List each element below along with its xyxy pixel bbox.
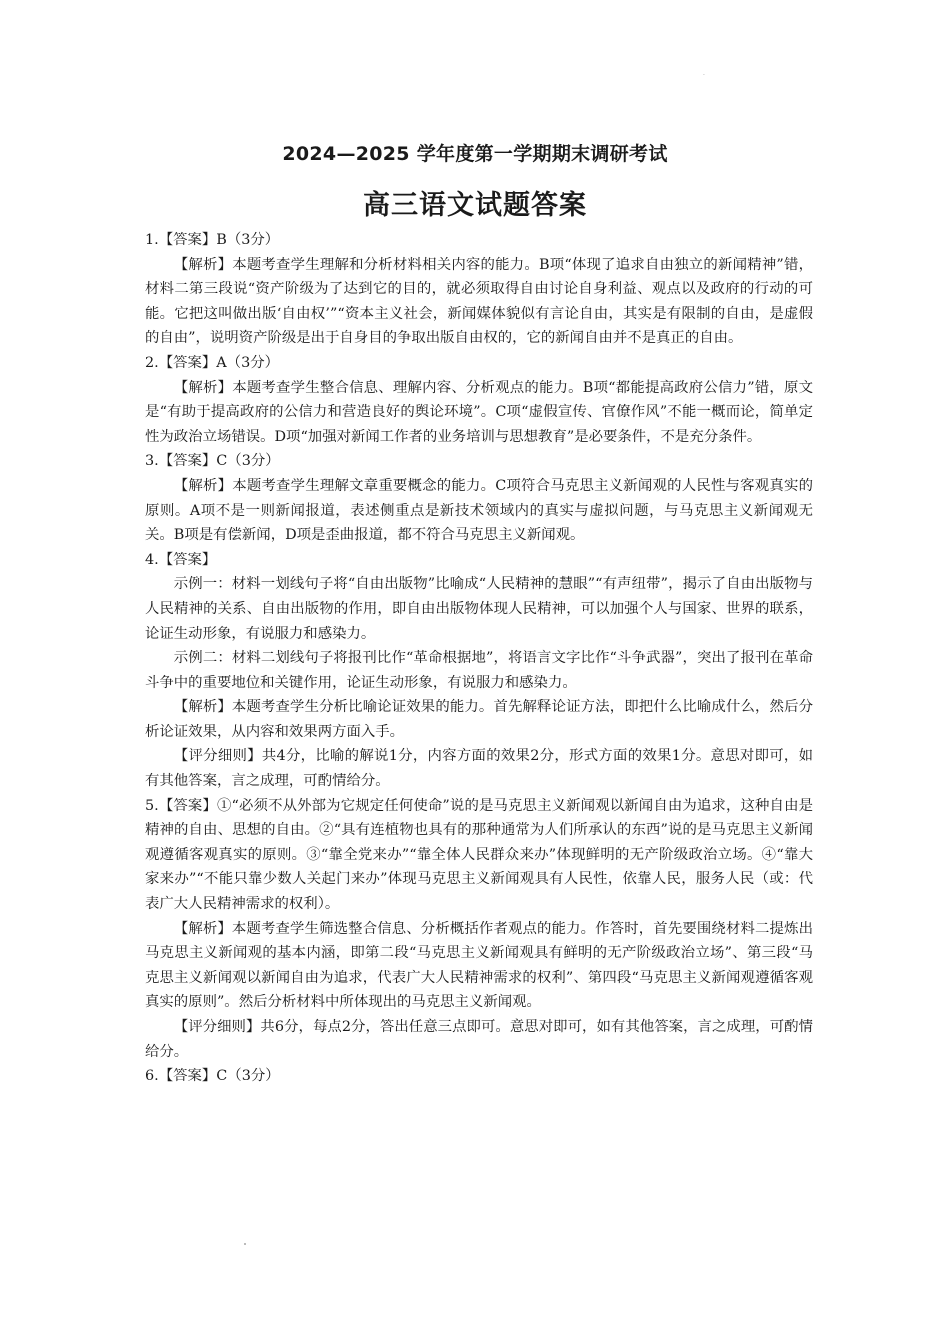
answer-heading-q6: 6.【答案】C（3分）: [145, 1068, 280, 1085]
scoring-rules-q5: 【评分细则】共6分，每点2分，答出任意三点即可。意思对即可，如有其他答案，言之成理，可酌情给分。: [145, 1019, 813, 1060]
answer-content: [145, 228, 813, 1089]
top-mark: ·: [703, 72, 705, 79]
explanation-q4: 【解析】本题考查学生分析比喻论证效果的能力。首先解释论证方法，即把什么比喻成什么，然后分析论证效果，从内容和效果两方面入手。: [145, 699, 813, 740]
exam-title: 2024—2025 学年度第一学期期末调研考试: [282, 143, 668, 165]
explanation-q2: 【解析】本题考查学生整合信息、理解内容、分析观点的能力。B项“都能提高政府公信力”错，原文是“有助于提高政府的公信力和营造良好的舆论环境”。C项“虚假宣传、官僚作风”不能一概而论，简单定性为政治立场错误。D项“加强对新闻工作者的业务培训与思想教育”是必要条件，不是充分条件。: [145, 379, 813, 445]
explanation-q5: 【解析】本题考查学生筛选整合信息、分析概括作者观点的能力。作答时，首先要围绕材料二提炼出马克思主义新闻观的基本内涵，即第二段“马克思主义新闻观具有鲜明的无产阶级政治立场”、第三段“马克思主义新闻观以新闻自由为追求，代表广大人民精神需求的权利”、第四段“马克思主义新闻观遵循客观真实的原则”。然后分析材料中所体现出的马克思主义新闻观。: [145, 920, 813, 1011]
document-title: 高三语文试题答案: [363, 190, 587, 221]
explanation-q1: 【解析】本题考查学生理解和分析材料相关内容的能力。B项“体现了追求自由独立的新闻精神”错，材料二第三段说“资产阶级为了达到它的目的，就必须取得自由讨论自身利益、观点以及政府的行动的可能。它把这叫做出版‘自由权’”“资本主义社会，新闻媒体貌似有言论自由，其实是有限制的自由，是虚假的自由”，说明资产阶级是出于自身目的争取出版自由权的，它的新闻自由并不是真正的自由。: [145, 256, 813, 347]
explanation-q3: 【解析】本题考查学生理解文章重要概念的能力。C项符合马克思主义新闻观的人民性与客观真实的原则。A项不是一则新闻报道，表述侧重点是新技术领域内的真实与虚拟问题，与马克思主义新闻观无关。B项是有偿新闻，D项是歪曲报道，都不符合马克思主义新闻观。: [145, 477, 813, 544]
answer-q5: 5.【答案】①“必须不从外部为它规定任何使命”说的是马克思主义新闻观以新闻自由为追求，这种自由是精神的自由、思想的自由。②“具有连植物也具有的那种通常为人们所承认的东西”说的是马克思主义新闻观遵循客观真实的原则。③“靠全党来办”“靠全体人民群众来办”体现鲜明的无产阶级政治立场。④“靠大家来办”“不能只靠少数人关起门来办”体现马克思主义新闻观具有人民性，依靠人民，服务人民（或：代表广大人民精神需求的权利）。: [145, 797, 813, 913]
bottom-dot: [244, 1243, 246, 1245]
scoring-rules-q4: 【评分细则】共4分，比喻的解说1分，内容方面的效果2分，形式方面的效果1分。意思对即可，如有其他答案，言之成理，可酌情给分。: [145, 748, 813, 790]
answer-heading-q1: 1.【答案】B（3分）: [145, 232, 280, 248]
example-two-q4: 示例二：材料二划线句子将报刊比作“革命根据地”，将语言文字比作“斗争武器”，突出了报刊在革命斗争中的重要地位和关键作用，论证生动形象，有说服力和感染力。: [145, 650, 813, 691]
example-one-q4: 示例一：材料一划线句子将“自由出版物”比喻成“人民精神的慧眼”“有声纽带”，揭示了自由出版物与人民精神的关系、自由出版物的作用，即自由出版物体现人民精神，可以加强个人与国家、世界的联系，论证生动形象，有说服力和感染力。: [145, 576, 813, 642]
answer-heading-q3: 3.【答案】C（3分）: [145, 453, 280, 470]
answer-heading-q2: 2.【答案】A（3分）: [145, 354, 280, 371]
answer-heading-q4: 4.【答案】: [145, 551, 217, 568]
